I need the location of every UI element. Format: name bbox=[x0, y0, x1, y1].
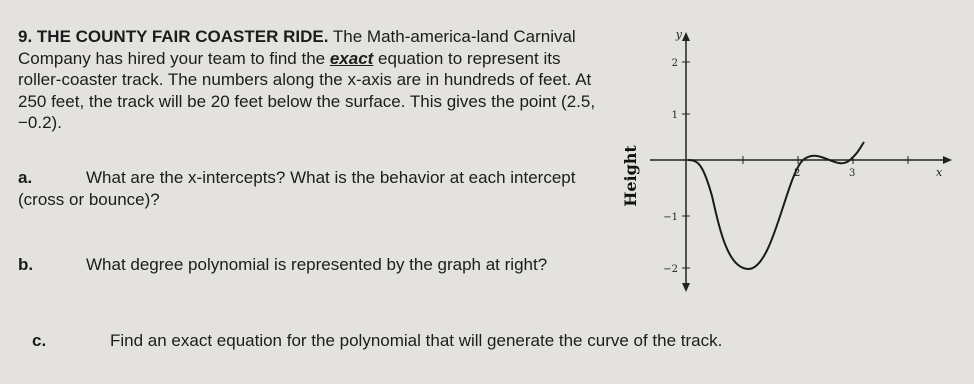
problem-text-before: The Math-america-land Carnival Company has hired your team to find the bbox=[18, 27, 576, 68]
x-tick-label-2: 2 bbox=[794, 168, 801, 179]
x-axis-label: x bbox=[936, 166, 943, 179]
x-tick-label-3: 3 bbox=[849, 168, 856, 179]
question-a bbox=[18, 167, 598, 211]
question-c bbox=[32, 330, 792, 352]
problem-emphasis: exact bbox=[329, 48, 374, 68]
y-tick-label-neg2: −2 bbox=[663, 264, 678, 275]
problem-statement bbox=[18, 26, 608, 134]
question-a-label: a. bbox=[18, 168, 33, 187]
coaster-curve bbox=[688, 142, 864, 269]
x-axis-arrow-right bbox=[943, 156, 952, 164]
question-b-label: b. bbox=[18, 255, 34, 274]
coaster-graph bbox=[608, 26, 960, 296]
y-axis-arrow-up bbox=[682, 32, 690, 41]
y-axis-arrow-down bbox=[682, 283, 690, 292]
y-tick-label-1: 1 bbox=[671, 110, 678, 121]
problem-text-after: equation to represent its roller-coaster track. The numbers along the x-axis are in hundreds of feet. At 250 feet, the track will be 20 feet below the surface. This gives the point (2.5, −0.2). bbox=[18, 48, 596, 132]
problem-title: THE COUNTY FAIR COASTER RIDE. bbox=[36, 27, 329, 46]
question-c-label: c. bbox=[32, 331, 47, 350]
problem-number: 9. bbox=[18, 27, 33, 46]
question-a-text: What are the x-intercepts? What is the behavior at each intercept (cross or bounce)? bbox=[18, 168, 576, 209]
question-b bbox=[18, 254, 588, 276]
y-tick-label-neg1: −1 bbox=[663, 212, 678, 223]
y-tick-label-2: 2 bbox=[671, 58, 678, 69]
question-c-text: Find an exact equation for the polynomial that will generate the curve of the track. bbox=[110, 331, 723, 350]
y-axis-label: y bbox=[675, 28, 682, 41]
height-side-label: Height bbox=[621, 145, 640, 207]
question-b-text: What degree polynomial is represented by the graph at right? bbox=[86, 255, 548, 274]
coaster-graph-svg bbox=[608, 26, 960, 296]
